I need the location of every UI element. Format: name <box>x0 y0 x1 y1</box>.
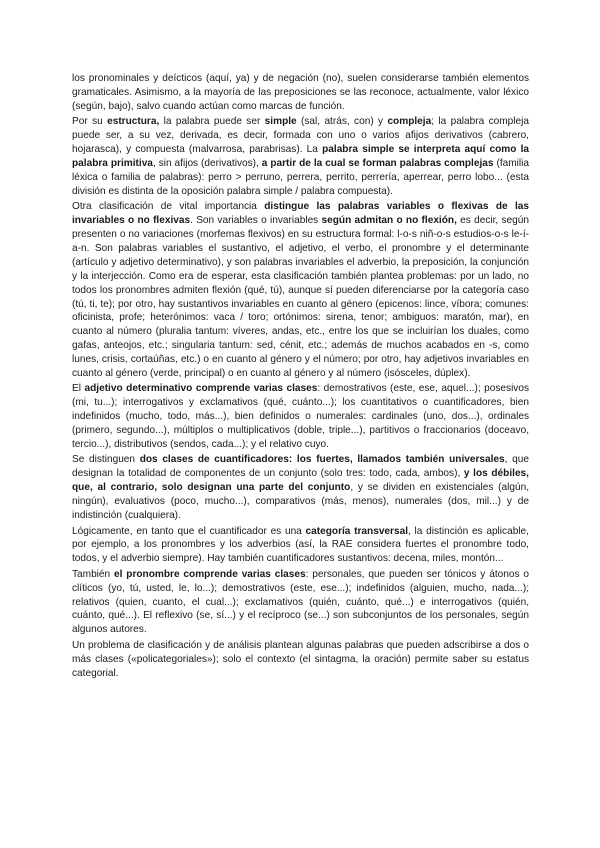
bold-text-segment: según admitan o no flexión, <box>321 215 457 227</box>
paragraph-p4 <box>72 382 529 452</box>
text-segment: , que designan la totalidad de componentes de un conjunto (solo tres: todo, cada, ambos), <box>72 454 529 480</box>
text-segment: El <box>72 383 85 395</box>
paragraph-p7 <box>72 568 529 638</box>
bold-text-segment: compleja <box>387 116 432 128</box>
paragraph-p8 <box>72 639 529 681</box>
bold-text-segment: adjetivo determinativo comprende varias clases <box>84 383 318 395</box>
text-segment: También <box>72 568 115 580</box>
text-segment: Por su <box>72 116 108 128</box>
paragraph-p1 <box>72 72 529 114</box>
text-segment: Se distinguen <box>72 454 140 466</box>
text-segment: los pronominales y deícticos (aquí, ya) y de negación (no), suelen considerarse también elementos gramaticales. Asimismo, a la mayoría de las preposiciones se las reconoce, actualmente, valor léxico (según, bajo), salvo cuando actúan como marcas de función. <box>72 73 529 112</box>
text-segment: : personales, que pueden ser tónicos y átonos o clíticos (yo, tú, usted, le, lo...); demostrativos (este, ese...); indefinidos (alguien, mucho, nada...); relativos (quien, cuanto, el cual...); exclamativos (quién, cuánto, qué...) e interrogativos (quién, cuánto, qué...). El reflexivo (se, sí...) y el recíproco (se...) son subconjuntos de los personales, según algunos autores. <box>72 568 529 636</box>
paragraph-p5 <box>72 453 529 523</box>
text-segment: la palabra puede ser <box>159 116 265 128</box>
text-segment: ; la palabra compleja puede ser, a su vez, derivada, es decir, formada con uno o varios afijos derivativos (cabrero, hojarasca), y compuesta (malvarrosa, parabrisas). La <box>72 116 529 156</box>
text-segment: (sal, atrás, con) y <box>296 116 388 128</box>
bold-text-segment: dos clases de cuantificadores: los fuertes, llamados también universales <box>139 454 505 466</box>
bold-text-segment: a partir de la cual se forman palabras complejas <box>261 157 494 169</box>
text-segment: , sin afijos (derivativos), <box>152 157 262 169</box>
bold-text-segment: palabra simple se interpreta aquí como la palabra primitiva <box>72 144 529 169</box>
bold-text-segment: el pronombre comprende varias clases <box>114 568 306 580</box>
text-segment: Un problema de clasificación y de análisis plantean algunas palabras que pueden adscribirse a dos o más clases («policategoriales»); solo el contexto (el sintagma, la oración) permite saber su estatus categorial. <box>72 639 529 679</box>
bold-text-segment: estructura, <box>107 116 160 128</box>
text-segment: Lógicamente, en tanto que el cuantificador es una <box>72 525 306 537</box>
text-segment: , la distinción es aplicable, por ejemplo, a los pronombres y los adverbios (así, la RAE considera fuertes el pronombre todo, todos, y el adverbio siempre). Hay también cuantificadores sustantivos: decena, miles, montón... <box>72 525 529 565</box>
text-segment: : demostrativos (este, ese, aquel...); posesivos (mi, tu...); interrogativos y exclamativos (qué, cuánto...); los cuantitativos o cuantificadores, bien indefinidos (mucho, todo, más...), bien definidos o numerales: cardinales (uno, dos...), ordinales (primero, segundo...), múltiplos o multiplicativos (doble, triple...), partitivos o fraccionarios (doceavo, tercio...), distributivos (sendos, cada...); y el relativo cuyo. <box>72 383 530 451</box>
bold-text-segment: simple <box>264 116 297 128</box>
paragraph-p2 <box>72 115 529 198</box>
text-segment: Otra clasificación de vital importancia <box>72 201 265 213</box>
paragraph-p3 <box>72 200 529 381</box>
text-segment: (familia léxica o familia de palabras): perro > perruno, perrera, perrito, perrería, aperrear, perro lobo... (esta división es distinta de la oposición palabra simple / palabra compuesta). <box>72 157 529 197</box>
text-segment: , y se dividen en existenciales (algún, ningún), evaluativos (poco, mucho...), comparativos (más, menos), numerales (dos, mil...) y de indistinción (cualquiera). <box>72 482 530 522</box>
text-segment: . Son variables o invariables <box>190 215 322 227</box>
text-segment: es decir, según presenten o no variaciones (morfemas flexivos) en su estructura formal: l-o-s niñ-o-s estudios-o-s le-í-a-n. Son palabras variables el sustantivo, el adjetivo, el verbo, el pronombre y el determinante (artículo y adjetivo determinativo), y son palabras invariables el adverbio, la preposición, la conjunción y la interjección. Como era de esperar, esta clasificación también plantea problemas: por un lado, no todos los pronombres admiten flexión (qué, tú), aunque sí pueden diferenciarse por la categoría caso (tú, ti, te); por otro, hay sustantivos invariables en cuanto al género (epicenos: lince, víbora; comunes: oficinista, profe; heterónimos: vaca / toro; ortónimos: sirena, tenor; ambiguos: maratón, mar), en cuanto al número (pluralia tantum: víveres, andas, etc., entre los que se incluirían los duales, como gafas, anteojos, etc.; singularia tantum: sed, cénit, etc.; además de muchos acabados en -s, como lunes, crisis, cortaúñas, etc.) o en cuanto al género y el número; por otro, hay adjetivos invariables en cuanto al género (verde, principal) o en cuanto al género y al número (isósceles, dúplex). <box>72 215 529 380</box>
paragraph-p6 <box>72 525 529 567</box>
bold-text-segment: distingue las palabras variables o flexivas de las invariables o no flexivas <box>72 201 529 227</box>
bold-text-segment: y los débiles, que, al contrario, solo designan una parte del conjunto <box>72 468 529 494</box>
bold-text-segment: categoría transversal <box>305 525 409 537</box>
document-body <box>72 72 529 680</box>
